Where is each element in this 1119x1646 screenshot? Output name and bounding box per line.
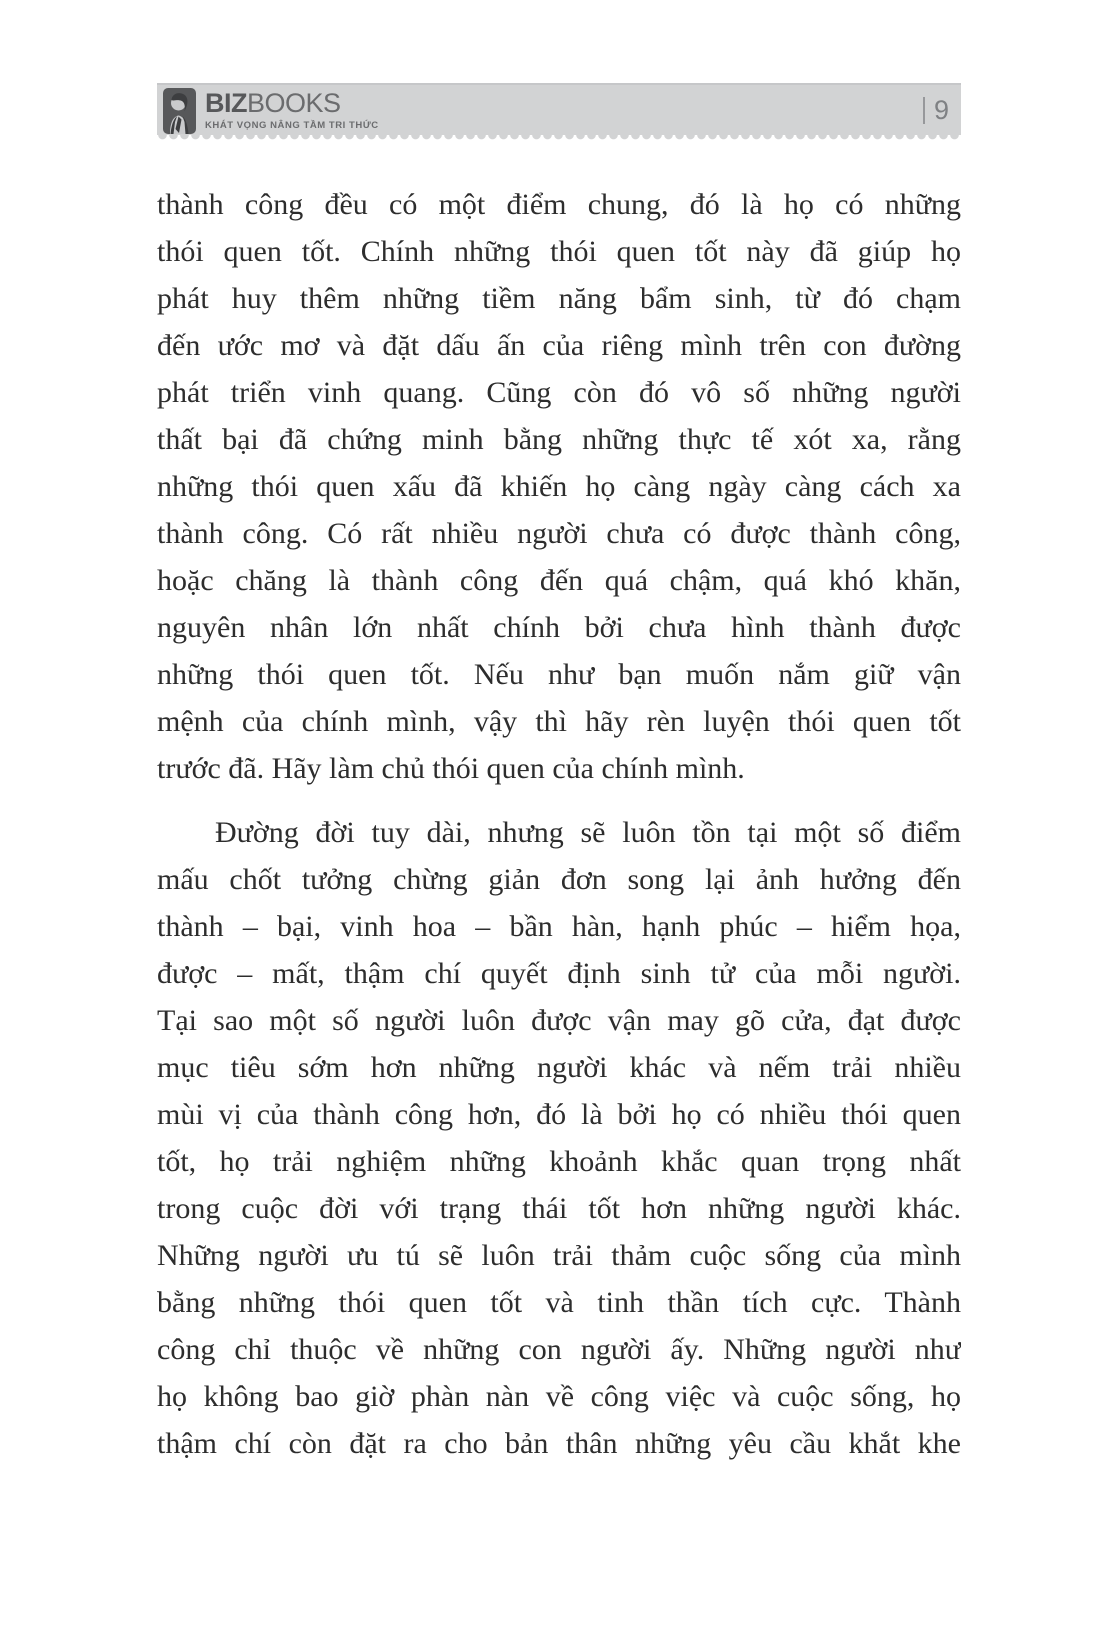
text-line: bằng những thói quen tốt và tinh thần tích cực. Thành [157,1286,961,1319]
logo-books-label: BOOKS [247,87,341,118]
publisher-logo [163,87,379,134]
text-line: mục tiêu sớm hơn những người khác và nếm trải nhiều [157,1051,961,1084]
paragraph [157,181,961,792]
logo-tagline: KHÁT VỌNG NÂNG TẦM TRI THỨC [205,119,379,131]
perforated-edge [157,135,961,141]
text-line: Những người ưu tú sẽ luôn trải thảm cuộc sống của mình [157,1239,961,1272]
page-number-value: 9 [933,94,949,125]
logo-text [205,87,379,131]
text-line: mệnh của chính mình, vậy thì hãy rèn luyện thói quen tốt [157,705,961,738]
text-line: Đường đời tuy dài, nhưng sẽ luôn tồn tại một số điểm [215,816,961,849]
text-line: hoặc chăng là thành công đến quá chậm, quá khó khăn, [157,564,961,597]
text-line: nguyên nhân lớn nhất chính bởi chưa hình thành được [157,611,961,644]
text-line: đến ước mơ và đặt dấu ấn của riêng mình trên con đường [157,329,961,362]
text-line: Tại sao một số người luôn được vận may gõ cửa, đạt được [157,1004,961,1037]
text-line: thất bại đã chứng minh bằng những thực tế xót xa, rằng [157,423,961,456]
text-line: phát triển vinh quang. Cũng còn đó vô số những người [157,376,961,409]
text-line: thành công. Có rất nhiều người chưa có được thành công, [157,517,961,550]
text-line: công chỉ thuộc về những con người ấy. Những người như [157,1333,961,1366]
page-content [157,181,961,1467]
text-line: trước đã. Hãy làm chủ thói quen của chính mình. [157,752,745,785]
text-line: được – mất, thậm chí quyết định sinh tử của mỗi người. [157,957,961,990]
text-line: thành – bại, vinh hoa – bần hàn, hạnh phúc – hiểm họa, [157,910,961,943]
text-line: những thói quen xấu đã khiến họ càng ngày càng cách xa [157,470,961,503]
text-line: tốt, họ trải nghiệm những khoảnh khắc quan trọng nhất [157,1145,961,1178]
text-line: mấu chốt tưởng chừng giản đơn song lại ảnh hưởng đến [157,863,961,896]
paragraph [157,809,961,1467]
header-bar [157,83,961,135]
text-line: thói quen tốt. Chính những thói quen tốt này đã giúp họ [157,235,961,268]
logo-wordmark [205,87,379,118]
text-line: những thói quen tốt. Nếu như bạn muốn nắm giữ vận [157,658,961,691]
text-line: thậm chí còn đặt ra cho bản thân những yêu cầu khắt khe [157,1427,961,1460]
text-line: họ không bao giờ phàn nàn về công việc và cuộc sống, họ [157,1380,961,1413]
page-number-divider [923,97,925,124]
text-line: thành công đều có một điểm chung, đó là họ có những [157,188,961,221]
page-number [923,94,949,125]
text-line: trong cuộc đời với trạng thái tốt hơn những người khác. [157,1192,961,1225]
bizbooks-person-logo-icon [163,88,196,134]
text-line: mùi vị của thành công hơn, đó là bởi họ có nhiều thói quen [157,1098,961,1131]
text-line: phát huy thêm những tiềm năng bẩm sinh, từ đó chạm [157,282,961,315]
logo-biz-label: BIZ [205,87,247,118]
